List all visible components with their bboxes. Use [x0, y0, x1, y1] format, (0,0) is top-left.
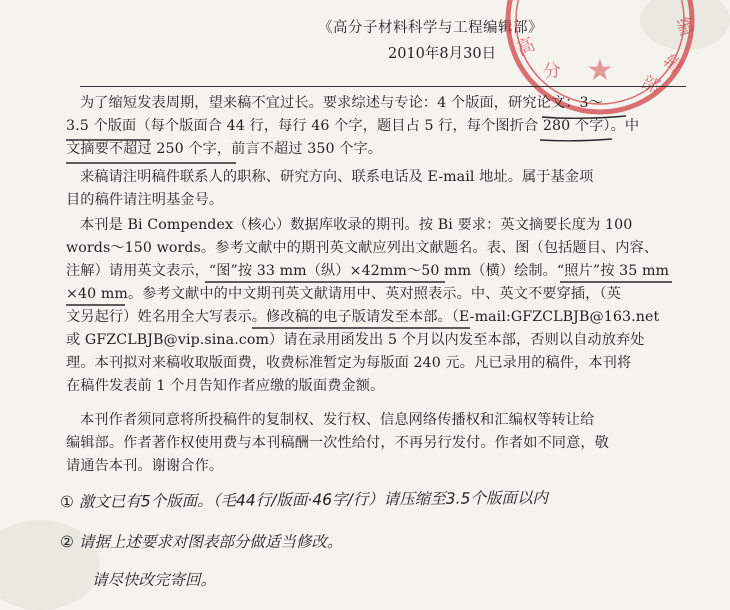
text-line: 注解）请用英文表示，“图”按 33 mm（纵）×42mm～50 mm（横）绘制。“照片”按 35 mm — [66, 263, 670, 279]
letter-date: 2010年8月30日 — [388, 46, 497, 62]
editorial-office-title: 《高分子材料科学与工程编辑部》 — [318, 20, 543, 36]
svg-text:部: 部 — [637, 71, 664, 99]
svg-text:高: 高 — [513, 33, 539, 61]
text-line: 编辑部。作者著作权使用费与本刊稿酬一次性给付，不再另行发付。作者如不同意，敬 — [66, 435, 609, 451]
handwritten-note-3: 请尽快改完寄回。 — [92, 571, 217, 589]
text-line: 文另起行）姓名用全大写表示。修改稿的电子版请发至本部。（E-mail:GFZCLBJB@163.net — [66, 309, 660, 325]
text-line: 本刊是 Bi Compendex（核心）数据库收录的期刊。按 Bi 要求：英文摘要长度为 100 — [80, 217, 633, 233]
handwritten-note-1: ① 激文已有5个版面。（毛44行/版面·46字/行）请压缩至3.5个版面以内 — [59, 488, 548, 512]
svg-text:编: 编 — [671, 14, 698, 39]
text-line: 3.5 个版面（每个版面合 44 行，每行 46 个字，题目占 5 行，每个图折合 280 个字）。中 — [66, 118, 640, 134]
text-line: 文摘要不超过 250 个字，前言不超过 350 个字。 — [66, 141, 383, 157]
text-line: 请通告本刊。谢谢合作。 — [66, 458, 224, 474]
text-line: 理。本刊拟对来稿收取版面费，收费标准暂定为每版面 240 元。凡已录用的稿件，本刊将 — [66, 355, 632, 371]
text-line: 为了缩短发表周期，望来稿不宜过长。要求综述与专论：4 个版面，研究论文：3～ — [80, 95, 603, 111]
svg-text:★: ★ — [586, 53, 614, 88]
svg-text:辑: 辑 — [658, 50, 687, 79]
text-line: 本刊作者须同意将所投稿件的复制权、发行权、信息网络传播权和汇编权等转让给 — [80, 412, 595, 428]
text-line: words～150 words。参考文献中的期刊英文献应列出文献题名。表、图（包括题目、内容、 — [66, 240, 659, 256]
text-line: ×40 mm。参考文献中的中文期刊英文献请用中、英对照表示。中、英文不要穿插，（英 — [66, 286, 621, 302]
text-line: 目的稿件请注明基金号。 — [66, 192, 224, 208]
text-line: 或 GFZCLBJB@vip.sina.com）请在录用函发出 5 个月以内发至本部，否则以自动放弃处 — [66, 332, 645, 348]
handwritten-note-2: ② 请据上述要求对图表部分做适当修改。 — [60, 533, 343, 551]
svg-text:分: 分 — [541, 59, 563, 83]
text-line: 在稿件发表前 1 个月告知作者应缴的版面费金额。 — [66, 378, 385, 394]
text-line: 来稿请注明稿件联系人的职称、研究方向、联系电话及 E-mail 地址。属于基金项 — [80, 169, 594, 185]
